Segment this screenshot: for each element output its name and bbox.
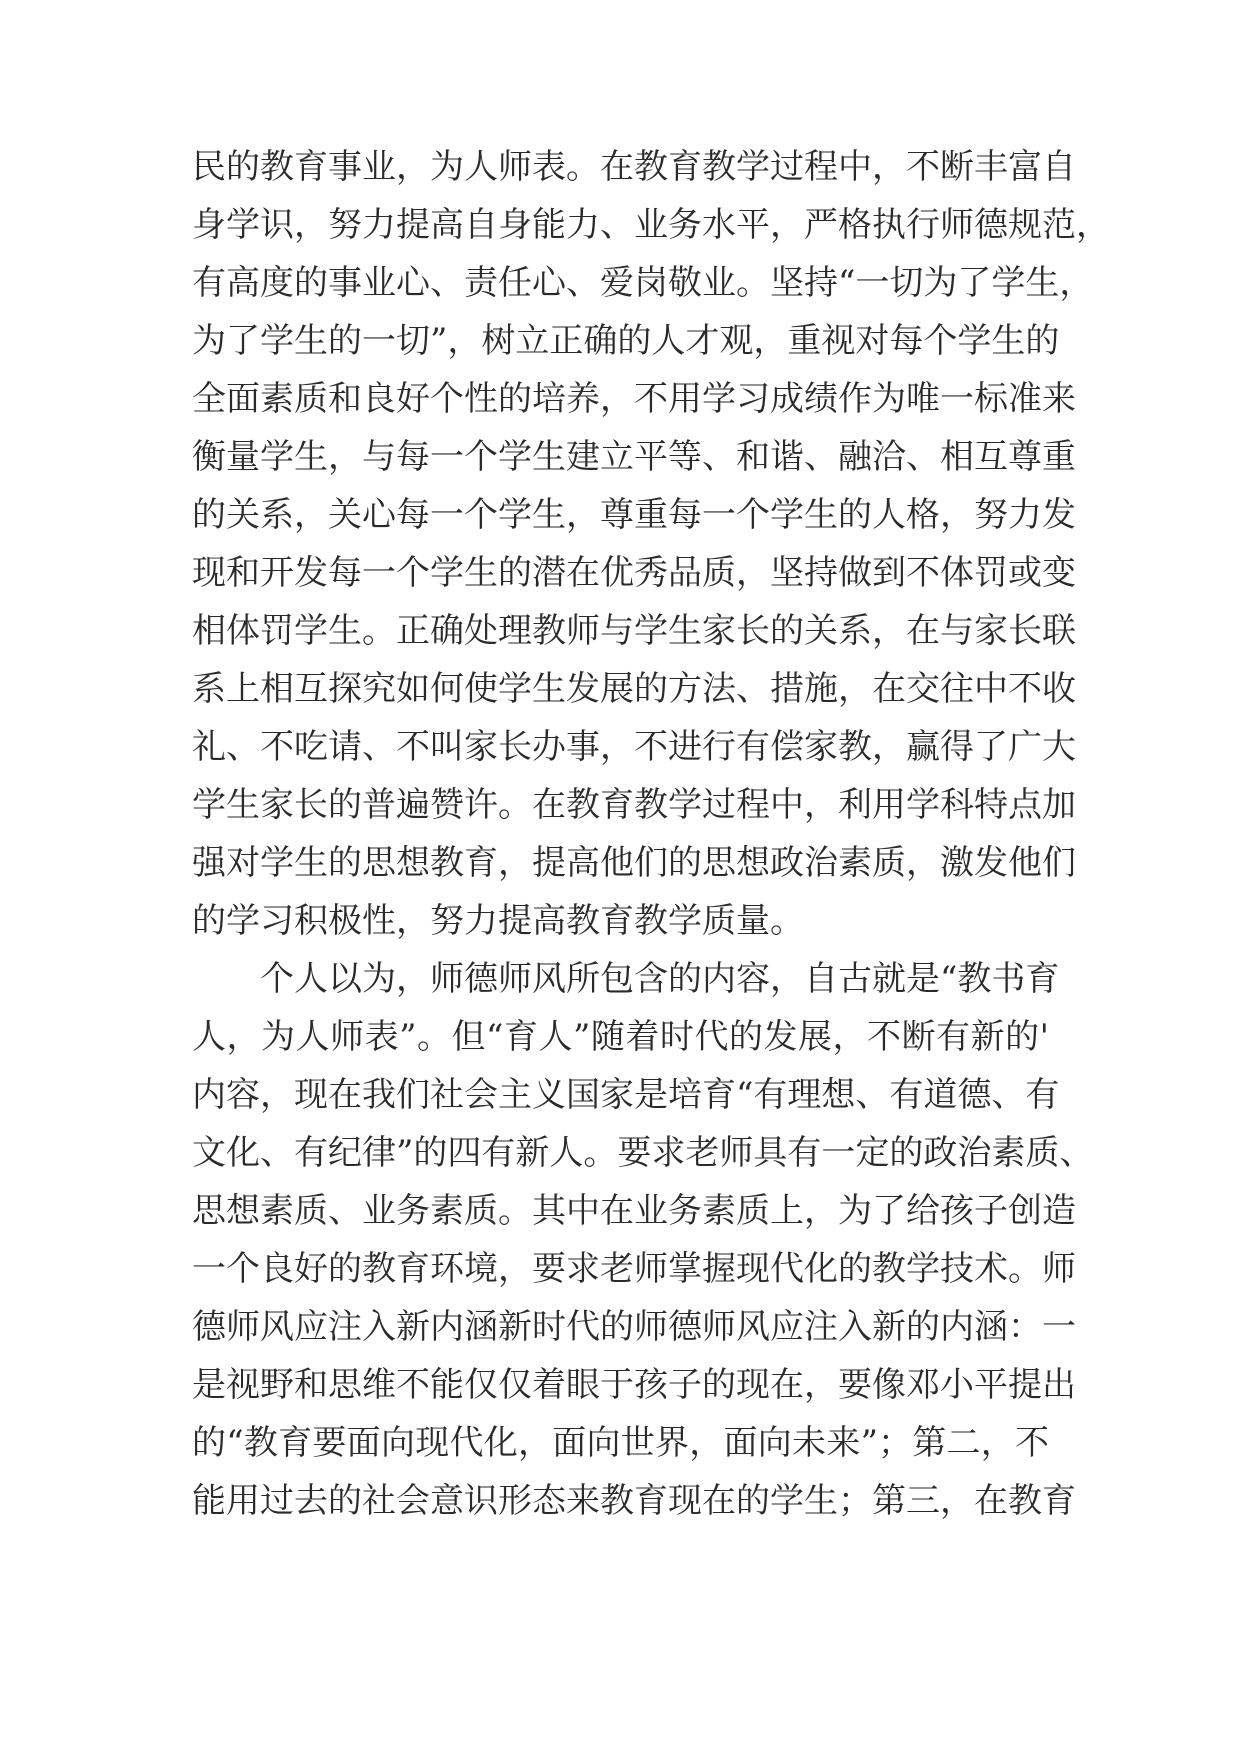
text-line: 能用过去的社会意识形态来教育现在的学生；第三，在教育 <box>192 1481 1076 1521</box>
text-line: 一个良好的教育环境，要求老师掌握现代化的教学技术。师 <box>192 1249 1076 1289</box>
text-line: 的关系，关心每一个学生，尊重每一个学生的人格，努力发 <box>192 495 1076 535</box>
text-line: 礼、不吃请、不叫家长办事，不进行有偿家教，赢得了广大 <box>192 727 1076 767</box>
text-line: 身学识，努力提高自身能力、业务水平，严格执行师德规范， <box>192 205 1110 245</box>
text-line: 相体罚学生。正确处理教师与学生家长的关系，在与家长联 <box>192 611 1076 651</box>
text-line: 衡量学生，与每一个学生建立平等、和谐、融洽、相互尊重 <box>192 437 1076 477</box>
text-line: 德师风应注入新内涵新时代的师德师风应注入新的内涵：一 <box>192 1307 1076 1347</box>
text-line: 人，为人师表”。但“育人”随着时代的发展，不断有新的' <box>192 1017 1049 1057</box>
text-line: 学生家长的普遍赞许。在教育教学过程中，利用学科特点加 <box>192 785 1076 825</box>
paragraph-first-line: 个人以为，师德师风所包含的内容，自古就是“教书育 <box>260 959 1060 999</box>
text-line: 思想素质、业务素质。其中在业务素质上，为了给孩子创造 <box>192 1191 1076 1231</box>
text-line: 是视野和思维不能仅仅着眼于孩子的现在，要像邓小平提出 <box>192 1365 1076 1405</box>
text-line: 现和开发每一个学生的潜在优秀品质，坚持做到不体罚或变 <box>192 553 1076 593</box>
text-line: 全面素质和良好个性的培养，不用学习成绩作为唯一标准来 <box>192 379 1076 419</box>
text-line: 系上相互探究如何使学生发展的方法、措施，在交往中不收 <box>192 669 1076 709</box>
text-line: 的学习积极性，努力提高教育教学质量。 <box>192 901 804 941</box>
text-line: 为了学生的一切”，树立正确的人才观，重视对每个学生的 <box>192 321 1060 361</box>
text-line: 强对学生的思想教育，提高他们的思想政治素质，激发他们 <box>192 843 1076 883</box>
text-line: 民的教育事业，为人师表。在教育教学过程中，不断丰富自 <box>192 147 1076 187</box>
text-line: 内容，现在我们社会主义国家是培育“有理想、有道德、有 <box>192 1075 1060 1115</box>
text-line: 的“教育要面向现代化，面向世界，面向未来”；第二，不 <box>192 1423 1049 1463</box>
text-line: 文化、有纪律”的四有新人。要求老师具有一定的政治素质、 <box>192 1133 1094 1173</box>
text-line: 有高度的事业心、责任心、爱岗敬业。坚持“一切为了学生， <box>192 263 1094 303</box>
